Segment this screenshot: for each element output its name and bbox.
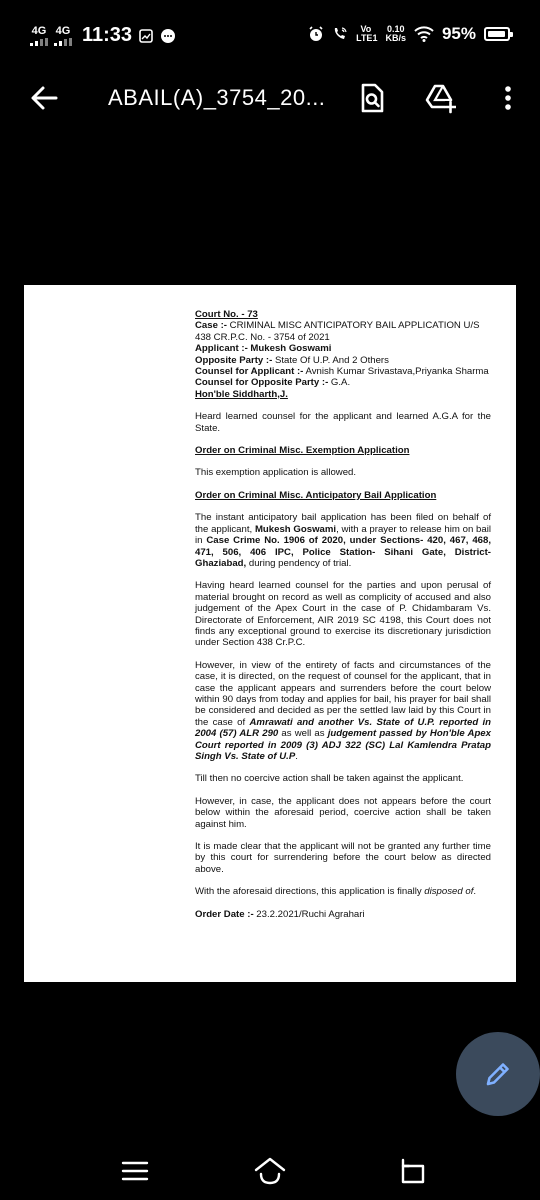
network-2 bbox=[54, 26, 72, 46]
network-2-label: 4G bbox=[55, 24, 71, 37]
citation-amrawati: Amrawati and another Vs. State of U.P. reported in 2004 (57) ALR 290 bbox=[195, 716, 491, 740]
para-filing-text: , with a prayer to release him on bail in bbox=[195, 523, 491, 547]
para-filing bbox=[195, 512, 491, 569]
heading-exemption: Order on Criminal Misc. Exemption Application bbox=[195, 445, 410, 457]
para-no-extension: It is made clear that the applicant will not be granted any further time by this court for surrendering before the court below as directed above. bbox=[195, 841, 491, 875]
battery-fill bbox=[488, 31, 505, 37]
volte-indicator bbox=[356, 25, 377, 43]
opposite-party-label: Opposite Party :- bbox=[195, 354, 273, 366]
para-heard: Heard learned counsel for the applicant and learned A.G.A for the State. bbox=[195, 411, 491, 434]
battery-percent: 95% bbox=[441, 24, 476, 43]
document-page[interactable] bbox=[24, 285, 516, 982]
back-icon[interactable] bbox=[394, 1154, 428, 1188]
wifi-icon bbox=[414, 26, 434, 42]
more-vert-icon[interactable] bbox=[494, 82, 522, 114]
counsel-applicant-label: Counsel for Applicant :- bbox=[195, 366, 304, 378]
para-disposed-text: With the aforesaid directions, this application is finally bbox=[195, 886, 425, 898]
counsel-opposite-value: G.A. bbox=[328, 377, 351, 389]
citation-apex-court: judgement passed by Hon'ble Apex Court reported in 2009 (3) ADJ 322 (SC) Lal Kamlendra Pratap Singh Vs. State of U.P bbox=[195, 728, 491, 762]
case-value: CRIMINAL MISC ANTICIPATORY BAIL APPLICATION U/S 438 CR.P.C. No. - 3754 of 2021 bbox=[195, 320, 480, 343]
para-non-appearance: However, in case, the applicant does not appears before the court below within the aforesaid period, coercive action shall be taken against him. bbox=[195, 795, 491, 830]
volte-top: Vo bbox=[360, 24, 374, 34]
para-coercive: Till then no coercive action shall be taken against the applicant. bbox=[195, 773, 464, 785]
applicant-label: Applicant :- bbox=[195, 343, 248, 355]
para-filing-text: during pendency of trial. bbox=[246, 557, 352, 569]
speed-value: 0.10 bbox=[386, 24, 405, 34]
para-exemption: This exemption application is allowed. bbox=[195, 467, 357, 479]
applicant-name: Mukesh Goswami bbox=[254, 523, 337, 535]
case-crime-details: Case Crime No. 1906 of 2020, under Sections- 420, 467, 468, 471, 506, 406 IPC, Police Station- Sihani Gate, District- Ghaziabad, bbox=[195, 535, 491, 569]
edit-fab-button[interactable] bbox=[456, 1032, 540, 1116]
para-direction-text: However, in view of the entirety of facts and circumstances of the case, it is directed, on the request of counsel for the applicant, that in case the applicant appears and surrenders before the court below within 90 days from today and applies for bail, his prayer for bail shall be considered and decided as per the settled law laid by this Court in the case of bbox=[195, 659, 491, 728]
para-direction-text: . bbox=[295, 751, 298, 762]
clock: 11:33 bbox=[82, 24, 133, 46]
signal-icon bbox=[30, 38, 48, 46]
para-direction bbox=[195, 660, 491, 763]
heading-anticipatory: Order on Criminal Misc. Anticipatory Bail Application bbox=[195, 489, 437, 501]
applicant-value: Mukesh Goswami bbox=[247, 343, 332, 355]
para-filing-text: The instant anticipatory bail application has been filed on behalf of the applicant, bbox=[195, 512, 491, 535]
status-bar bbox=[0, 0, 540, 72]
para-disposed-text: . bbox=[473, 886, 477, 898]
home-icon[interactable] bbox=[253, 1154, 287, 1188]
order-date bbox=[195, 909, 491, 920]
network-speed bbox=[385, 25, 406, 43]
speed-unit: KB/s bbox=[385, 33, 406, 43]
app-toolbar bbox=[0, 72, 540, 122]
disposed-of-text: disposed of bbox=[424, 886, 474, 898]
para-disposed bbox=[195, 886, 491, 897]
document-title: ABAIL(A)_3754_20... bbox=[108, 85, 326, 110]
gallery-notification-icon bbox=[138, 28, 154, 44]
network-1-label: 4G bbox=[31, 24, 47, 37]
counsel-opposite-label: Counsel for Opposite Party :- bbox=[195, 377, 329, 389]
volte-bottom: LTE1 bbox=[356, 33, 378, 43]
judge-name: Hon'ble Siddharth,J. bbox=[195, 388, 288, 400]
system-nav-bar bbox=[0, 1140, 540, 1200]
wifi-calling-icon bbox=[332, 26, 348, 42]
case-label: Case :- bbox=[195, 320, 227, 332]
para-direction-text: as well as bbox=[278, 728, 328, 740]
signal-icon bbox=[54, 38, 72, 46]
back-arrow-icon[interactable] bbox=[28, 82, 60, 114]
edit-pencil-icon bbox=[482, 1058, 514, 1090]
message-notification-icon bbox=[160, 28, 176, 44]
drive-add-icon[interactable] bbox=[424, 82, 456, 114]
opposite-party-value: State Of U.P. And 2 Others bbox=[272, 354, 389, 366]
para-complicity: Having heard learned counsel for the parties and upon perusal of material brought on record as well as complicity of accused and also judgement of the Apex Court in the case of P. Chidambaram Vs. Directorate of Enforcement, AIR 2019 SC 4198, this Court does not finds any exceptional ground to exercise its discretionary jurisdiction under Section 438 Cr.P.C. bbox=[195, 580, 491, 649]
document-text bbox=[195, 309, 491, 920]
network-1 bbox=[30, 26, 48, 46]
order-date-value: 23.2.2021/Ruchi Agrahari bbox=[253, 908, 365, 920]
recents-icon[interactable] bbox=[118, 1154, 152, 1188]
counsel-applicant-value: Avnish Kumar Srivastava,Priyanka Sharma bbox=[303, 366, 489, 378]
search-document-icon[interactable] bbox=[356, 82, 388, 114]
battery-icon bbox=[484, 27, 510, 41]
court-number: Court No. - 73 bbox=[195, 309, 258, 320]
alarm-icon bbox=[308, 26, 324, 42]
case-header bbox=[195, 309, 491, 400]
order-date-label: Order Date :- bbox=[195, 908, 254, 920]
